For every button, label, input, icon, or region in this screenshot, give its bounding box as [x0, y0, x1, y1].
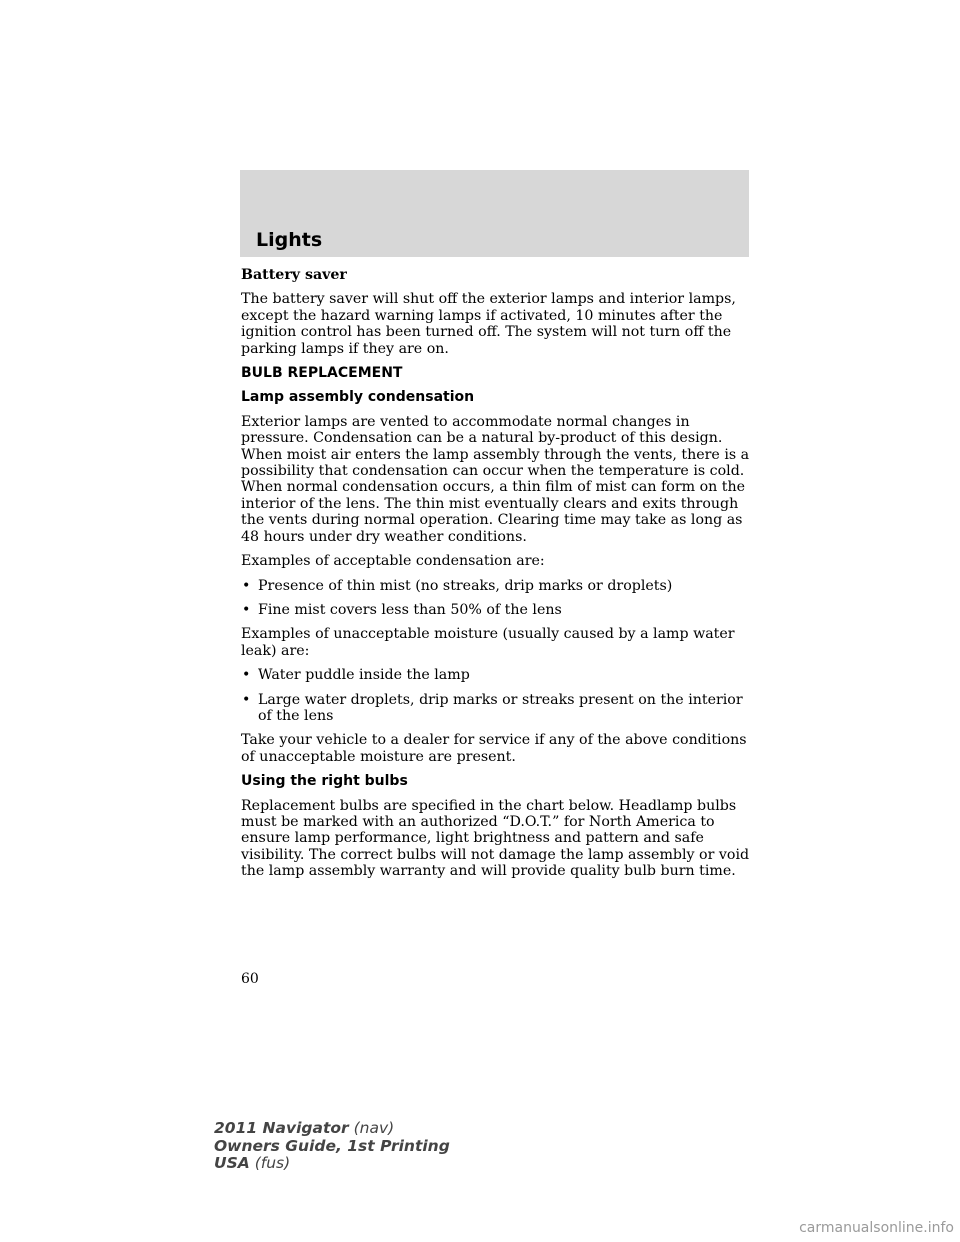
footer-model-code: (nav)	[353, 1119, 395, 1137]
list-item-text: Water puddle inside the lamp	[258, 667, 470, 684]
list-item	[241, 602, 751, 618]
bullet-icon: •	[242, 667, 251, 684]
watermark: carmanualsonline.info	[799, 1220, 954, 1236]
footer-model: 2011 Navigator	[214, 1119, 349, 1137]
battery-saver-body: The battery saver will shut off the exterior lamps and interior lamps, except the hazard warning lamps if activated, 10 minutes after the ignition control has been turned off. The system will not turn off the parking lamps if they are on.	[241, 291, 736, 357]
condensation-closing: Take your vehicle to a dealer for service if any of the above conditions of unacceptable moisture are present.	[241, 732, 747, 765]
section-header	[240, 170, 749, 257]
right-bulbs-heading: Using the right bulbs	[241, 773, 408, 790]
list-item-text: Presence of thin mist (no streaks, drip marks or droplets)	[258, 577, 673, 594]
footer-guide: Owners Guide, 1st Printing	[214, 1136, 450, 1155]
list-item	[241, 578, 751, 594]
acceptable-intro: Examples of acceptable condensation are:	[241, 553, 545, 570]
bullet-icon: •	[242, 577, 251, 594]
page-content	[241, 267, 751, 888]
bulb-replacement-heading: BULB REPLACEMENT	[241, 365, 403, 382]
unacceptable-intro: Examples of unacceptable moisture (usually caused by a lamp water leak) are:	[241, 626, 735, 659]
footer-region: USA	[214, 1154, 250, 1172]
bullet-icon: •	[242, 691, 251, 708]
footer-line-region	[214, 1155, 450, 1173]
right-bulbs-body: Replacement bulbs are specified in the chart below. Headlamp bulbs must be marked with an authorized “D.O.T.” for North America to ensure lamp performance, light brightness and pattern and safe visibility. The correct bulbs will not damage the lamp assembly or void the lamp assembly warranty and will provide quality bulb burn time.	[241, 797, 750, 880]
list-item-text: Fine mist covers less than 50% of the lens	[258, 601, 562, 618]
footer-region-code: (fus)	[254, 1154, 291, 1172]
condensation-body: Exterior lamps are vented to accommodate normal changes in pressure. Condensation can be a natural by-product of this design. When moist air enters the lamp assembly through the vents, there is a possibility that condensation can occur when the temperature is cold. When normal condensation occurs, a thin film of mist can form on the interior of the lens. The thin mist eventually clears and exits through the vents during normal operation. Clearing time may take as long as 48 hours under dry weather conditions.	[241, 413, 750, 545]
list-item	[241, 667, 751, 683]
section-title: Lights	[256, 229, 323, 251]
list-item-text: Large water droplets, drip marks or streaks present on the interior of the lens	[258, 691, 743, 724]
bullet-icon: •	[242, 601, 251, 618]
battery-saver-heading: Battery saver	[241, 267, 347, 283]
list-item	[241, 692, 751, 725]
condensation-heading: Lamp assembly condensation	[241, 389, 475, 406]
page-number: 60	[241, 971, 259, 987]
footer-line-model	[214, 1120, 450, 1138]
footer	[214, 1120, 450, 1173]
